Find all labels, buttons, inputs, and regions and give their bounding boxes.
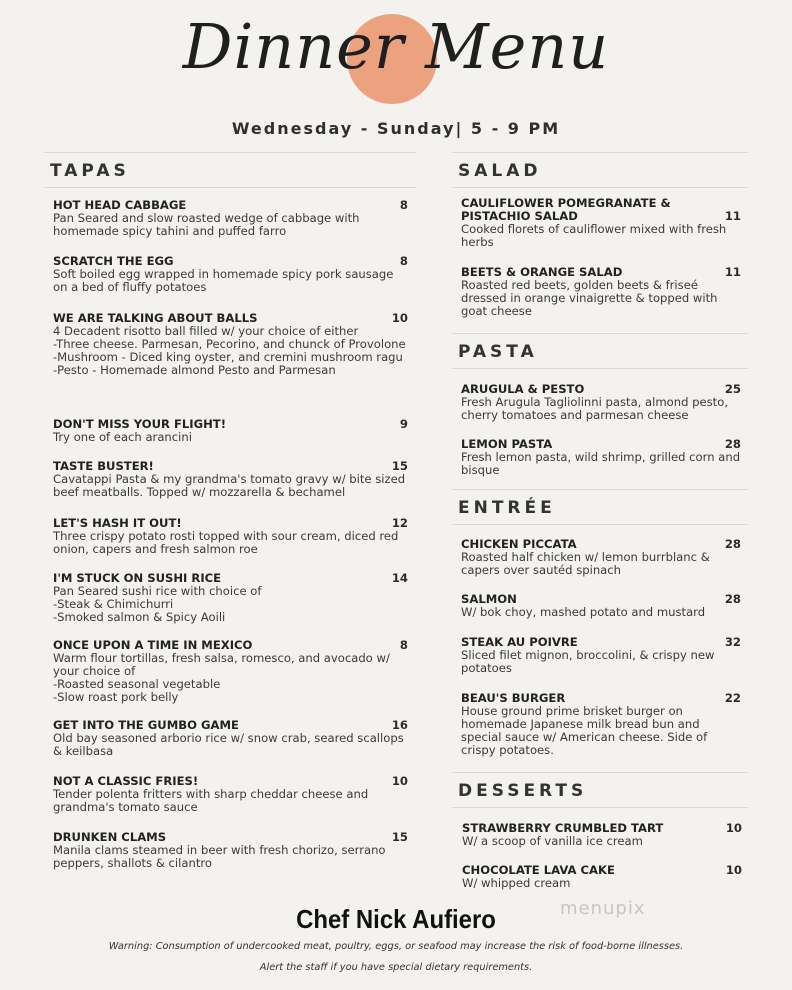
item-name: GET INTO THE GUMBO GAME: [53, 718, 239, 732]
item-description: Roasted red beets, golden beets & friseé dressed in orange vinaigrette & topped with goat cheese: [461, 278, 718, 318]
item-price: 15: [391, 459, 408, 473]
item-name: DON'T MISS YOUR FLIGHT!: [53, 417, 226, 431]
item-price: 28: [724, 592, 741, 606]
entree-section: [452, 489, 748, 525]
item-name: CHICKEN PICCATA: [461, 537, 577, 551]
item-price: 11: [724, 209, 741, 223]
item-description: House ground prime brisket burger on homemade Japanese milk bread bun and special sauce w/ American cheese. Side of crispy potatoes.: [461, 704, 708, 757]
tapas-section: [44, 152, 416, 188]
chef-name: Chef Nick Aufiero: [296, 904, 496, 934]
item-price: 10: [725, 863, 742, 877]
item-description: Fresh Arugula Tagliolinni pasta, almond pesto, cherry tomatoes and parmesan cheese: [461, 395, 728, 422]
menu-item: [461, 593, 741, 619]
item-name: I'M STUCK ON SUSHI RICE: [53, 571, 222, 585]
item-description: Tender polenta fritters with sharp cheddar cheese and grandma's tomato sauce: [53, 787, 369, 814]
tapas-heading: TAPAS: [44, 152, 416, 188]
pasta-heading: PASTA: [452, 333, 748, 369]
item-description: 4 Decadent risotto ball filled w/ your choice of either -Three cheese. Parmesan, Pecorino, and chunck of Provolone -Mushroom - Diced king oyster, and cremini mushroom ragu -Pesto - Homemade almond Pesto and Parmesan: [53, 324, 406, 377]
menu-item: [461, 438, 741, 477]
item-price: 25: [724, 382, 741, 396]
item-name: WE ARE TALKING ABOUT BALLS: [53, 311, 258, 325]
menu-item: [53, 572, 408, 624]
item-description: W/ bok choy, mashed potato and mustard: [461, 605, 706, 619]
menu-item: [53, 719, 408, 758]
menu-item: [53, 517, 408, 556]
item-name: STRAWBERRY CRUMBLED TART: [462, 821, 664, 835]
item-price: 15: [391, 830, 408, 844]
item-description: Three crispy potato rosti topped with sour cream, diced red onion, capers and fresh salmon roe: [53, 529, 399, 556]
item-price: 8: [399, 254, 408, 268]
item-name: HOT HEAD CABBAGE: [53, 198, 187, 212]
item-name: CHOCOLATE LAVA CAKE: [462, 863, 615, 877]
item-description: Old bay seasoned arborio rice w/ snow crab, seared scallops & keilbasa: [53, 731, 404, 758]
item-description: W/ whipped cream: [462, 876, 571, 890]
menu-item: [462, 822, 742, 848]
item-price: 8: [399, 638, 408, 652]
item-description: Pan Seared and slow roasted wedge of cabbage with homemade spicy tahini and puffed farro: [53, 211, 360, 238]
item-price: 14: [391, 571, 408, 585]
item-description: Roasted half chicken w/ lemon burrblanc & capers over sautéd spinach: [461, 550, 710, 577]
item-description: Warm flour tortillas, fresh salsa, romesco, and avocado w/ your choice of -Roasted seasonal vegetable -Slow roast pork belly: [53, 651, 390, 704]
desserts-section: [452, 772, 748, 808]
item-name: BEETS & ORANGE SALAD: [461, 265, 623, 279]
item-name: NOT A CLASSIC FRIES!: [53, 774, 199, 788]
menu-item: [53, 255, 408, 294]
menu-item: [53, 639, 408, 704]
item-price: 11: [724, 265, 741, 279]
menu-item: [53, 418, 408, 444]
item-price: 10: [391, 774, 408, 788]
item-name: BEAU'S BURGER: [461, 691, 566, 705]
item-price: 28: [724, 437, 741, 451]
item-description: Sliced filet mignon, broccolini, & crispy new potatoes: [461, 648, 715, 675]
item-description: Cooked florets of cauliflower mixed with fresh herbs: [461, 222, 727, 249]
item-description: Try one of each arancini: [53, 430, 192, 444]
menupix-watermark: menupix: [560, 898, 646, 919]
item-description: Soft boiled egg wrapped in homemade spicy pork sausage on a bed of fluffy potatoes: [53, 267, 394, 294]
item-name: STEAK AU POIVRE: [461, 635, 578, 649]
item-price: 22: [724, 691, 741, 705]
opening-hours: Wednesday - Sunday| 5 - 9 PM: [231, 119, 561, 138]
food-safety-warning: Warning: Consumption of undercooked meat, poultry, eggs, or seafood may increase the risk of food-borne illnesses.: [108, 941, 684, 952]
menu-header: [0, 0, 792, 150]
menu-item: [461, 636, 741, 675]
item-price: 28: [724, 537, 741, 551]
item-name: LET'S HASH IT OUT!: [53, 516, 182, 530]
menu-item: [461, 692, 741, 757]
menu-title: Dinner Menu: [182, 10, 610, 83]
item-name: ONCE UPON A TIME IN MEXICO: [53, 638, 253, 652]
menu-item: [461, 538, 741, 577]
menu-item: [53, 460, 408, 499]
item-price: 12: [391, 516, 408, 530]
menu-item: [462, 864, 742, 890]
dietary-alert: Alert the staff if you have special dietary requirements.: [259, 962, 533, 973]
pasta-section: [452, 333, 748, 369]
menu-item: [53, 831, 408, 870]
item-price: 9: [399, 417, 408, 431]
menu-item: [53, 199, 408, 238]
item-name: CAULIFLOWER POMEGRANATE & PISTACHIO SALAD: [461, 196, 671, 223]
item-name: ARUGULA & PESTO: [461, 382, 585, 396]
item-price: 10: [725, 821, 742, 835]
item-price: 32: [724, 635, 741, 649]
menu-item: [461, 266, 741, 318]
item-price: 8: [399, 198, 408, 212]
item-description: W/ a scoop of vanilla ice cream: [462, 834, 643, 848]
item-description: Manila clams steamed in beer with fresh chorizo, serrano peppers, shallots & cilantro: [53, 843, 386, 870]
menu-item: [461, 197, 741, 249]
item-name: SCRATCH THE EGG: [53, 254, 174, 268]
salad-heading: SALAD: [452, 152, 748, 188]
menu-item: [461, 383, 741, 422]
menu-item: [53, 775, 408, 814]
item-name: TASTE BUSTER!: [53, 459, 154, 473]
item-description: Pan Seared sushi rice with choice of -Steak & Chimichurri -Smoked salmon & Spicy Aoili: [53, 584, 262, 624]
salad-section: [452, 152, 748, 188]
item-description: Fresh lemon pasta, wild shrimp, grilled corn and bisque: [461, 450, 741, 477]
menu-item: [53, 312, 408, 377]
item-description: Cavatappi Pasta & my grandma's tomato gravy w/ bite sized beef meatballs. Topped w/ mozzarella & bechamel: [53, 472, 406, 499]
item-name: SALMON: [461, 592, 517, 606]
item-name: DRUNKEN CLAMS: [53, 830, 167, 844]
entree-heading: ENTRÉE: [452, 489, 748, 525]
item-name: LEMON PASTA: [461, 437, 553, 451]
desserts-heading: DESSERTS: [452, 772, 748, 808]
item-price: 10: [391, 311, 408, 325]
item-price: 16: [391, 718, 408, 732]
